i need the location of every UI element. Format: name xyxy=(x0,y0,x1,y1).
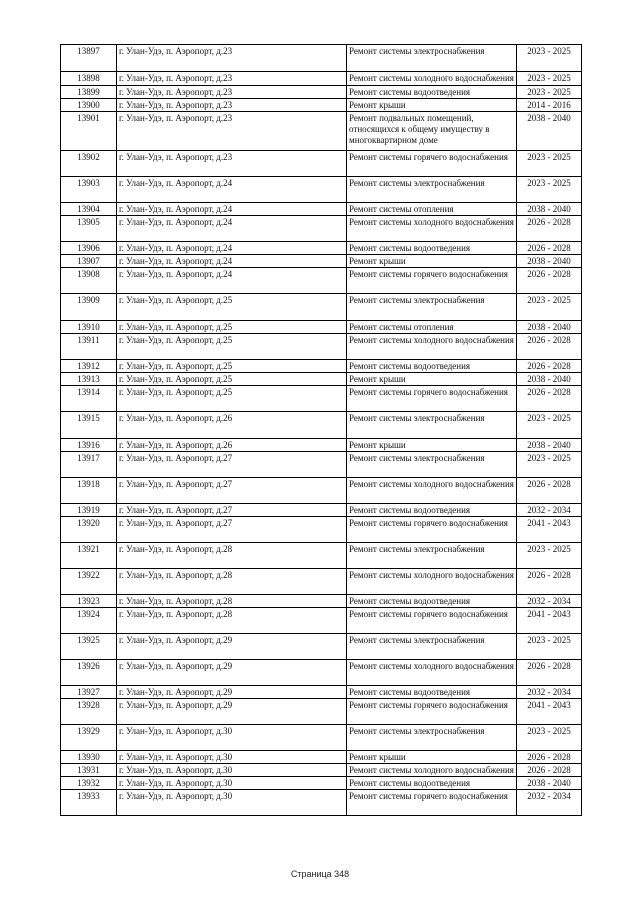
row-work: Ремонт системы отопления xyxy=(347,203,517,216)
row-period: 2023 - 2025 xyxy=(517,634,582,660)
row-id: 13919 xyxy=(61,504,117,517)
row-period: 2026 - 2028 xyxy=(517,569,582,595)
row-period: 2041 - 2043 xyxy=(517,517,582,543)
row-id: 13927 xyxy=(61,686,117,699)
row-id: 13905 xyxy=(61,216,117,242)
table-row xyxy=(61,504,582,517)
row-period: 2026 - 2028 xyxy=(517,242,582,255)
row-period: 2038 - 2040 xyxy=(517,112,582,151)
row-id: 13911 xyxy=(61,334,117,360)
row-work: Ремонт системы электроснабжения xyxy=(347,294,517,321)
row-address: г. Улан-Удэ, п. Аэропорт, д.28 xyxy=(117,595,347,608)
row-id: 13932 xyxy=(61,777,117,790)
row-id: 13904 xyxy=(61,203,117,216)
row-address: г. Улан-Удэ, п. Аэропорт, д.30 xyxy=(117,777,347,790)
table-row xyxy=(61,686,582,699)
table-row xyxy=(61,334,582,360)
row-work: Ремонт системы горячего водоснабжения xyxy=(347,790,517,816)
table-row xyxy=(61,86,582,99)
row-period: 2026 - 2028 xyxy=(517,764,582,777)
row-period: 2038 - 2040 xyxy=(517,373,582,386)
row-id: 13931 xyxy=(61,764,117,777)
row-id: 13906 xyxy=(61,242,117,255)
row-period: 2038 - 2040 xyxy=(517,439,582,452)
table-row xyxy=(61,203,582,216)
table-row xyxy=(61,452,582,478)
row-address: г. Улан-Удэ, п. Аэропорт, д.24 xyxy=(117,177,347,203)
row-address: г. Улан-Удэ, п. Аэропорт, д.29 xyxy=(117,634,347,660)
row-work: Ремонт системы водоотведения xyxy=(347,242,517,255)
row-work: Ремонт системы электроснабжения xyxy=(347,177,517,203)
row-address: г. Улан-Удэ, п. Аэропорт, д.28 xyxy=(117,569,347,595)
row-work: Ремонт системы холодного водоснабжения xyxy=(347,660,517,686)
row-period: 2032 - 2034 xyxy=(517,504,582,517)
row-address: г. Улан-Удэ, п. Аэропорт, д.25 xyxy=(117,360,347,373)
row-id: 13913 xyxy=(61,373,117,386)
row-work: Ремонт системы холодного водоснабжения xyxy=(347,72,517,86)
row-work: Ремонт системы электроснабжения xyxy=(347,45,517,72)
table-row xyxy=(61,72,582,86)
row-id: 13922 xyxy=(61,569,117,595)
row-address: г. Улан-Удэ, п. Аэропорт, д.25 xyxy=(117,321,347,334)
row-address: г. Улан-Удэ, п. Аэропорт, д.24 xyxy=(117,216,347,242)
row-period: 2026 - 2028 xyxy=(517,360,582,373)
row-address: г. Улан-Удэ, п. Аэропорт, д.30 xyxy=(117,725,347,751)
table-row xyxy=(61,478,582,504)
row-id: 13900 xyxy=(61,99,117,112)
row-work: Ремонт системы холодного водоснабжения xyxy=(347,334,517,360)
table-row xyxy=(61,412,582,439)
table-row xyxy=(61,595,582,608)
row-address: г. Улан-Удэ, п. Аэропорт, д.24 xyxy=(117,242,347,255)
table-row xyxy=(61,725,582,751)
row-address: г. Улан-Удэ, п. Аэропорт, д.30 xyxy=(117,790,347,816)
works-table xyxy=(60,44,582,816)
row-work: Ремонт системы отопления xyxy=(347,321,517,334)
row-work: Ремонт крыши xyxy=(347,439,517,452)
row-id: 13915 xyxy=(61,412,117,439)
table-row xyxy=(61,294,582,321)
row-address: г. Улан-Удэ, п. Аэропорт, д.24 xyxy=(117,268,347,294)
row-id: 13916 xyxy=(61,439,117,452)
row-address: г. Улан-Удэ, п. Аэропорт, д.24 xyxy=(117,255,347,268)
row-address: г. Улан-Удэ, п. Аэропорт, д.29 xyxy=(117,686,347,699)
row-period: 2026 - 2028 xyxy=(517,334,582,360)
table-row xyxy=(61,242,582,255)
row-work: Ремонт системы электроснабжения xyxy=(347,452,517,478)
table-row xyxy=(61,268,582,294)
row-work: Ремонт системы горячего водоснабжения xyxy=(347,151,517,177)
row-id: 13918 xyxy=(61,478,117,504)
row-address: г. Улан-Удэ, п. Аэропорт, д.23 xyxy=(117,112,347,151)
row-id: 13897 xyxy=(61,45,117,72)
row-address: г. Улан-Удэ, п. Аэропорт, д.23 xyxy=(117,151,347,177)
row-address: г. Улан-Удэ, п. Аэропорт, д.24 xyxy=(117,203,347,216)
table-row xyxy=(61,321,582,334)
row-work: Ремонт системы горячего водоснабжения xyxy=(347,268,517,294)
row-address: г. Улан-Удэ, п. Аэропорт, д.27 xyxy=(117,504,347,517)
row-period: 2026 - 2028 xyxy=(517,478,582,504)
row-period: 2032 - 2034 xyxy=(517,595,582,608)
row-work: Ремонт крыши xyxy=(347,373,517,386)
row-period: 2038 - 2040 xyxy=(517,255,582,268)
row-address: г. Улан-Удэ, п. Аэропорт, д.23 xyxy=(117,99,347,112)
row-period: 2038 - 2040 xyxy=(517,203,582,216)
row-period: 2032 - 2034 xyxy=(517,686,582,699)
row-address: г. Улан-Удэ, п. Аэропорт, д.25 xyxy=(117,386,347,412)
row-work: Ремонт системы водоотведения xyxy=(347,595,517,608)
row-id: 13917 xyxy=(61,452,117,478)
row-address: г. Улан-Удэ, п. Аэропорт, д.25 xyxy=(117,373,347,386)
row-work: Ремонт системы холодного водоснабжения xyxy=(347,569,517,595)
row-address: г. Улан-Удэ, п. Аэропорт, д.23 xyxy=(117,86,347,99)
row-work: Ремонт системы водоотведения xyxy=(347,504,517,517)
row-id: 13926 xyxy=(61,660,117,686)
row-id: 13923 xyxy=(61,595,117,608)
row-work: Ремонт системы холодного водоснабжения xyxy=(347,216,517,242)
row-period: 2023 - 2025 xyxy=(517,86,582,99)
row-work: Ремонт системы электроснабжения xyxy=(347,543,517,569)
row-work: Ремонт системы водоотведения xyxy=(347,360,517,373)
row-period: 2023 - 2025 xyxy=(517,452,582,478)
row-address: г. Улан-Удэ, п. Аэропорт, д.30 xyxy=(117,751,347,764)
row-work: Ремонт системы горячего водоснабжения xyxy=(347,517,517,543)
table-row xyxy=(61,45,582,72)
row-address: г. Улан-Удэ, п. Аэропорт, д.23 xyxy=(117,72,347,86)
row-period: 2023 - 2025 xyxy=(517,412,582,439)
row-period: 2038 - 2040 xyxy=(517,321,582,334)
table-row xyxy=(61,99,582,112)
table-row xyxy=(61,608,582,634)
row-work: Ремонт системы электроснабжения xyxy=(347,725,517,751)
row-id: 13921 xyxy=(61,543,117,569)
row-work: Ремонт системы водоотведения xyxy=(347,86,517,99)
table-row xyxy=(61,634,582,660)
table-row xyxy=(61,699,582,725)
row-id: 13910 xyxy=(61,321,117,334)
row-period: 2023 - 2025 xyxy=(517,72,582,86)
row-id: 13920 xyxy=(61,517,117,543)
table-row xyxy=(61,151,582,177)
table-row xyxy=(61,751,582,764)
row-id: 13909 xyxy=(61,294,117,321)
row-address: г. Улан-Удэ, п. Аэропорт, д.29 xyxy=(117,660,347,686)
row-address: г. Улан-Удэ, п. Аэропорт, д.26 xyxy=(117,439,347,452)
row-work: Ремонт системы холодного водоснабжения xyxy=(347,764,517,777)
row-address: г. Улан-Удэ, п. Аэропорт, д.28 xyxy=(117,543,347,569)
row-id: 13929 xyxy=(61,725,117,751)
row-id: 13914 xyxy=(61,386,117,412)
row-id: 13901 xyxy=(61,112,117,151)
table-row xyxy=(61,790,582,816)
row-work: Ремонт крыши xyxy=(347,99,517,112)
table-row xyxy=(61,517,582,543)
row-id: 13902 xyxy=(61,151,117,177)
row-period: 2026 - 2028 xyxy=(517,386,582,412)
row-work: Ремонт системы водоотведения xyxy=(347,686,517,699)
table-row xyxy=(61,216,582,242)
row-id: 13903 xyxy=(61,177,117,203)
row-id: 13924 xyxy=(61,608,117,634)
row-work: Ремонт системы электроснабжения xyxy=(347,412,517,439)
table-row xyxy=(61,360,582,373)
row-period: 2041 - 2043 xyxy=(517,608,582,634)
row-id: 13933 xyxy=(61,790,117,816)
row-period: 2041 - 2043 xyxy=(517,699,582,725)
row-address: г. Улан-Удэ, п. Аэропорт, д.30 xyxy=(117,764,347,777)
row-period: 2026 - 2028 xyxy=(517,268,582,294)
table-row xyxy=(61,660,582,686)
row-work: Ремонт системы горячего водоснабжения xyxy=(347,608,517,634)
table-row xyxy=(61,255,582,268)
works-table-body xyxy=(61,45,582,816)
table-row xyxy=(61,439,582,452)
row-period: 2023 - 2025 xyxy=(517,177,582,203)
row-period: 2023 - 2025 xyxy=(517,151,582,177)
row-period: 2032 - 2034 xyxy=(517,790,582,816)
page-number: Страница 348 xyxy=(290,869,350,879)
row-work: Ремонт системы холодного водоснабжения xyxy=(347,478,517,504)
row-address: г. Улан-Удэ, п. Аэропорт, д.27 xyxy=(117,478,347,504)
row-id: 13925 xyxy=(61,634,117,660)
row-address: г. Улан-Удэ, п. Аэропорт, д.23 xyxy=(117,45,347,72)
table-row xyxy=(61,112,582,151)
table-row xyxy=(61,386,582,412)
row-address: г. Улан-Удэ, п. Аэропорт, д.25 xyxy=(117,294,347,321)
row-id: 13912 xyxy=(61,360,117,373)
row-id: 13928 xyxy=(61,699,117,725)
row-id: 13898 xyxy=(61,72,117,86)
row-period: 2026 - 2028 xyxy=(517,660,582,686)
row-period: 2023 - 2025 xyxy=(517,45,582,72)
row-work: Ремонт системы водоотведения xyxy=(347,777,517,790)
row-address: г. Улан-Удэ, п. Аэропорт, д.25 xyxy=(117,334,347,360)
table-row xyxy=(61,373,582,386)
row-work: Ремонт подвальных помещений, относящихся к общему имуществу в многоквартирном доме xyxy=(347,112,517,151)
row-work: Ремонт системы горячего водоснабжения xyxy=(347,699,517,725)
row-period: 2014 - 2016 xyxy=(517,99,582,112)
row-work: Ремонт системы горячего водоснабжения xyxy=(347,386,517,412)
row-address: г. Улан-Удэ, п. Аэропорт, д.28 xyxy=(117,608,347,634)
row-address: г. Улан-Удэ, п. Аэропорт, д.27 xyxy=(117,452,347,478)
table-row xyxy=(61,177,582,203)
table-row xyxy=(61,764,582,777)
row-id: 13908 xyxy=(61,268,117,294)
table-row xyxy=(61,569,582,595)
table-row xyxy=(61,777,582,790)
row-address: г. Улан-Удэ, п. Аэропорт, д.29 xyxy=(117,699,347,725)
row-period: 2026 - 2028 xyxy=(517,751,582,764)
row-work: Ремонт системы электроснабжения xyxy=(347,634,517,660)
row-id: 13930 xyxy=(61,751,117,764)
row-period: 2023 - 2025 xyxy=(517,543,582,569)
row-work: Ремонт крыши xyxy=(347,751,517,764)
row-period: 2038 - 2040 xyxy=(517,777,582,790)
row-period: 2023 - 2025 xyxy=(517,294,582,321)
row-work: Ремонт крыши xyxy=(347,255,517,268)
table-row xyxy=(61,543,582,569)
row-period: 2026 - 2028 xyxy=(517,216,582,242)
row-id: 13899 xyxy=(61,86,117,99)
row-id: 13907 xyxy=(61,255,117,268)
row-period: 2023 - 2025 xyxy=(517,725,582,751)
row-address: г. Улан-Удэ, п. Аэропорт, д.27 xyxy=(117,517,347,543)
row-address: г. Улан-Удэ, п. Аэропорт, д.26 xyxy=(117,412,347,439)
